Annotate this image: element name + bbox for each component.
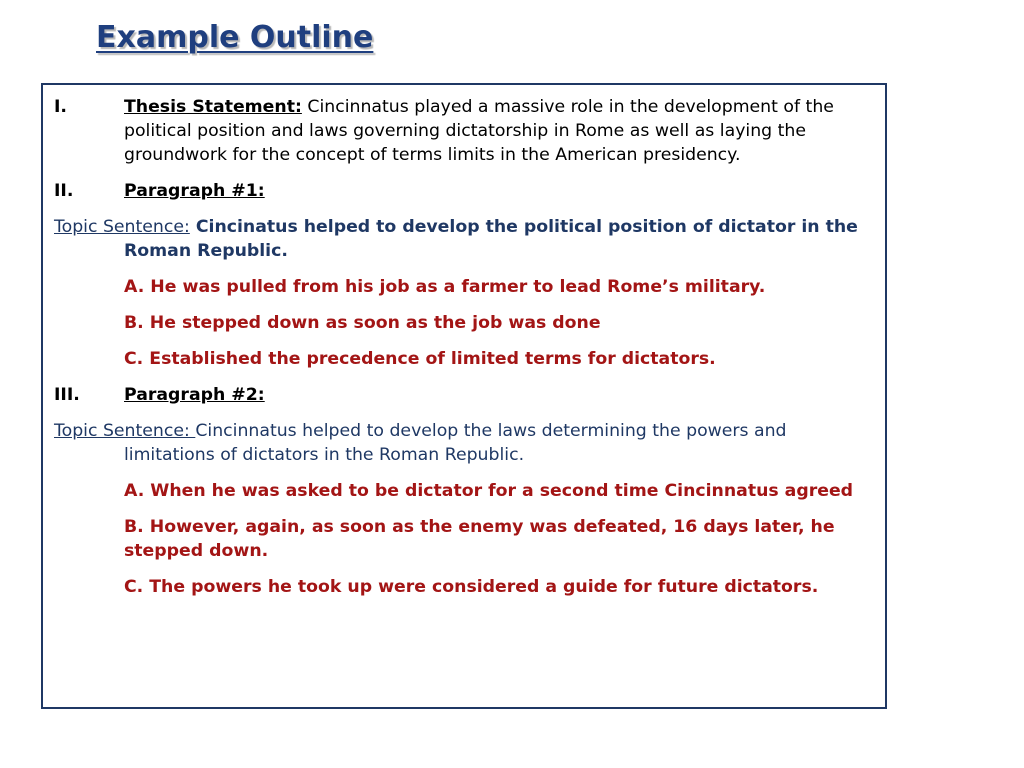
thesis-heading: Thesis Statement: (124, 97, 302, 117)
outline-box (41, 83, 887, 709)
paragraph-1-point-a: A. He was pulled from his job as a farmer to lead Rome’s military. (124, 277, 766, 297)
paragraph-2-item (54, 383, 875, 407)
paragraph-1-topic-sentence (54, 215, 875, 263)
slide-title: Example Outline (96, 20, 374, 55)
paragraph-1-point-c: C. Established the precedence of limited terms for dictators. (124, 349, 716, 369)
topic-sentence-label: Topic Sentence: (54, 217, 190, 237)
paragraph-2-point-b: B. However, again, as soon as the enemy was defeated, 16 days later, he stepped down. (124, 517, 835, 561)
topic-sentence-text: Cincinnatus helped to develop the laws determining the powers and limitations of dictators in the Roman Republic. (124, 421, 787, 465)
topic-sentence-label: Topic Sentence: (54, 421, 196, 441)
topic-sentence-text: Cincinatus helped to develop the political position of dictator in the Roman Republic. (124, 217, 858, 261)
thesis-text: Cincinnatus played a massive role in the development of the political position and laws governing dictatorship in Rome as well as laying the groundwork for the concept of terms limits in the American presidency. (124, 97, 834, 165)
paragraph-1-heading: Paragraph #1: (124, 181, 265, 201)
thesis-item (54, 95, 875, 167)
thesis-numeral: I. (54, 97, 67, 117)
paragraph-2-point-c: C. The powers he took up were considered a guide for future dictators. (124, 577, 819, 597)
paragraph-2-topic-sentence (54, 419, 875, 467)
paragraph-2-heading: Paragraph #2: (124, 385, 265, 405)
paragraph-1-point-b: B. He stepped down as soon as the job was done (124, 313, 601, 333)
paragraph-2-point-a: A. When he was asked to be dictator for a second time Cincinnatus agreed (124, 481, 854, 501)
paragraph-2-numeral: III. (54, 385, 80, 405)
paragraph-1-item (54, 179, 875, 203)
paragraph-1-numeral: II. (54, 181, 74, 201)
